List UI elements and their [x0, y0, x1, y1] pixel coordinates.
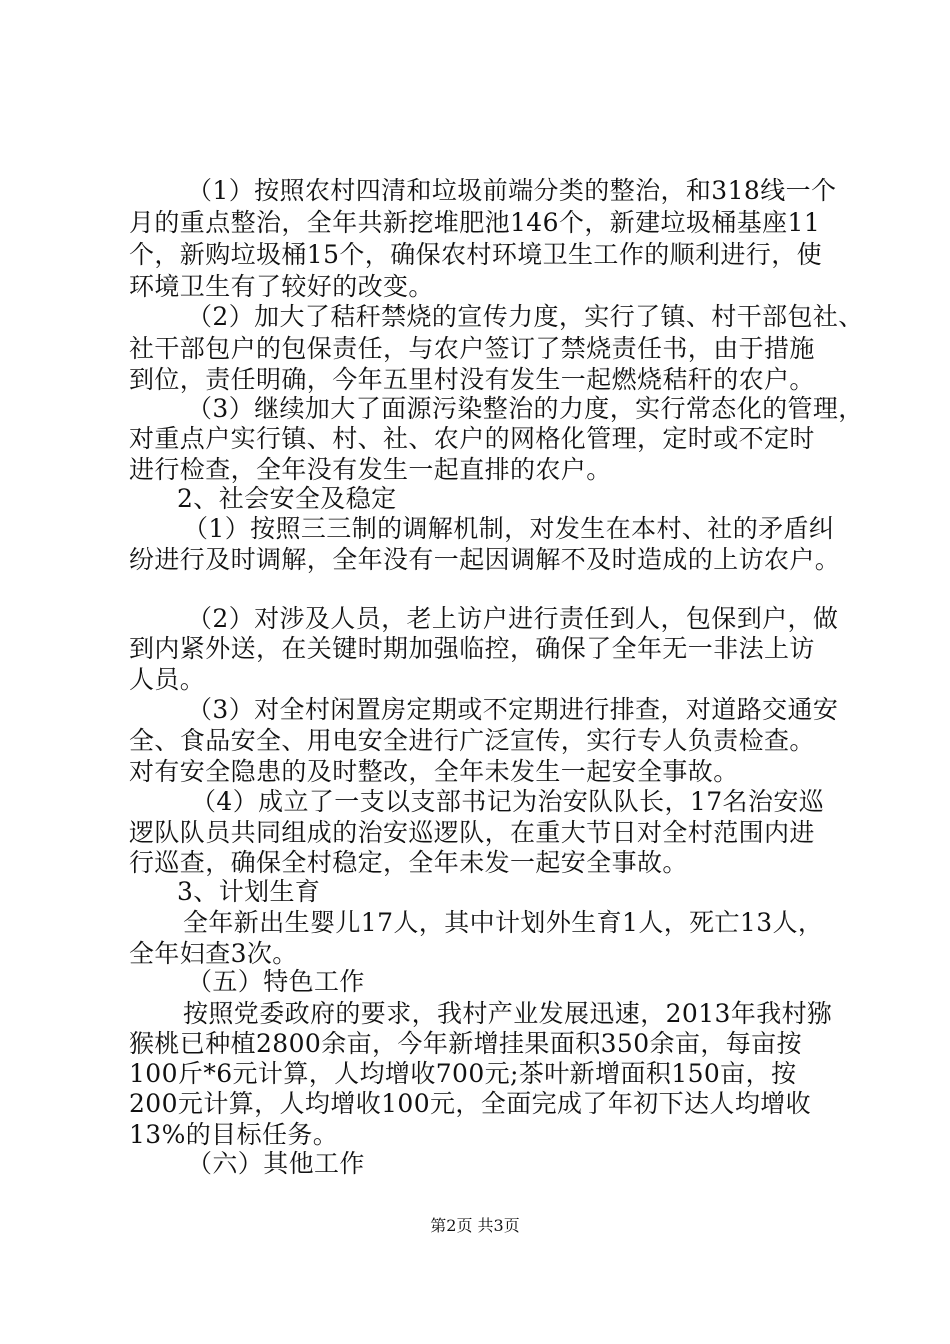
paragraph-line: 猴桃已种植2800余亩，今年新增挂果面积350余亩，每亩按 — [129, 1029, 802, 1058]
section-heading: （六）其他工作 — [187, 1149, 365, 1178]
paragraph-line: 按照党委政府的要求，我村产业发展迅速，2013年我村猕 — [183, 999, 833, 1028]
paragraph-line: （3）对全村闲置房定期或不定期进行排查，对道路交通安 — [187, 695, 839, 724]
paragraph-line: 全年新出生婴儿17人，其中计划外生育1人，死亡13人， — [183, 908, 824, 937]
page-footer: 第2页 共3页 — [430, 1216, 520, 1235]
section-heading: 3、计划生育 — [177, 877, 321, 906]
paragraph-line: 全、食品安全、用电安全进行广泛宣传，实行专人负责检查。 — [129, 726, 815, 755]
paragraph-line: 环境卫生有了较好的改变。 — [129, 272, 434, 301]
paragraph-line: 100斤*6元计算，人均增收700元;茶叶新增面积150亩，按 — [129, 1059, 797, 1088]
paragraph-line: 全年妇查3次。 — [129, 939, 298, 968]
paragraph-line: 对有安全隐患的及时整改，全年未发生一起安全事故。 — [129, 757, 739, 786]
paragraph-line: 人员。 — [129, 665, 206, 694]
paragraph-line: 13%的目标任务。 — [129, 1120, 339, 1149]
paragraph-line: 到位，责任明确，今年五里村没有发生一起燃烧秸秆的农户。 — [129, 365, 815, 394]
paragraph-line: 进行检查，全年没有发生一起直排的农户。 — [129, 455, 612, 484]
paragraph-line: 对重点户实行镇、村、社、农户的网格化管理，定时或不定时 — [129, 424, 815, 453]
paragraph-line: （2）加大了秸秆禁烧的宣传力度，实行了镇、村干部包社、 — [187, 302, 864, 331]
paragraph-line: 逻队队员共同组成的治安巡逻队，在重大节日对全村范围内进 — [129, 818, 815, 847]
paragraph-line: （4）成立了一支以支部书记为治安队队长，17名治安巡 — [191, 787, 825, 816]
paragraph-line: 到内紧外送，在关键时期加强临控，确保了全年无一非法上访 — [129, 634, 815, 663]
paragraph-line: 社干部包户的包保责任，与农户签订了禁烧责任书，由于措施 — [129, 334, 815, 363]
paragraph-line: 月的重点整治，全年共新挖堆肥池146个，新建垃圾桶基座11 — [129, 208, 821, 237]
paragraph-line: 200元计算，人均增收100元，全面完成了年初下达人均增收 — [129, 1089, 812, 1118]
paragraph-line: （1）按照三三制的调解机制，对发生在本村、社的矛盾纠 — [183, 514, 835, 543]
paragraph-line: （1）按照农村四清和垃圾前端分类的整治，和318线一个 — [187, 176, 837, 205]
section-heading: 2、社会安全及稳定 — [177, 484, 397, 513]
paragraph-line: （3）继续加大了面源污染整治的力度，实行常态化的管理， — [187, 394, 864, 423]
paragraph-line: 个，新购垃圾桶15个，确保农村环境卫生工作的顺利进行，使 — [129, 240, 823, 269]
paragraph-line: 纷进行及时调解，全年没有一起因调解不及时造成的上访农户。 — [129, 545, 841, 574]
paragraph-line: （2）对涉及人员，老上访户进行责任到人，包保到户，做 — [187, 604, 839, 633]
paragraph-line: 行巡查，确保全村稳定，全年未发一起安全事故。 — [129, 848, 688, 877]
section-heading: （五）特色工作 — [187, 967, 365, 996]
